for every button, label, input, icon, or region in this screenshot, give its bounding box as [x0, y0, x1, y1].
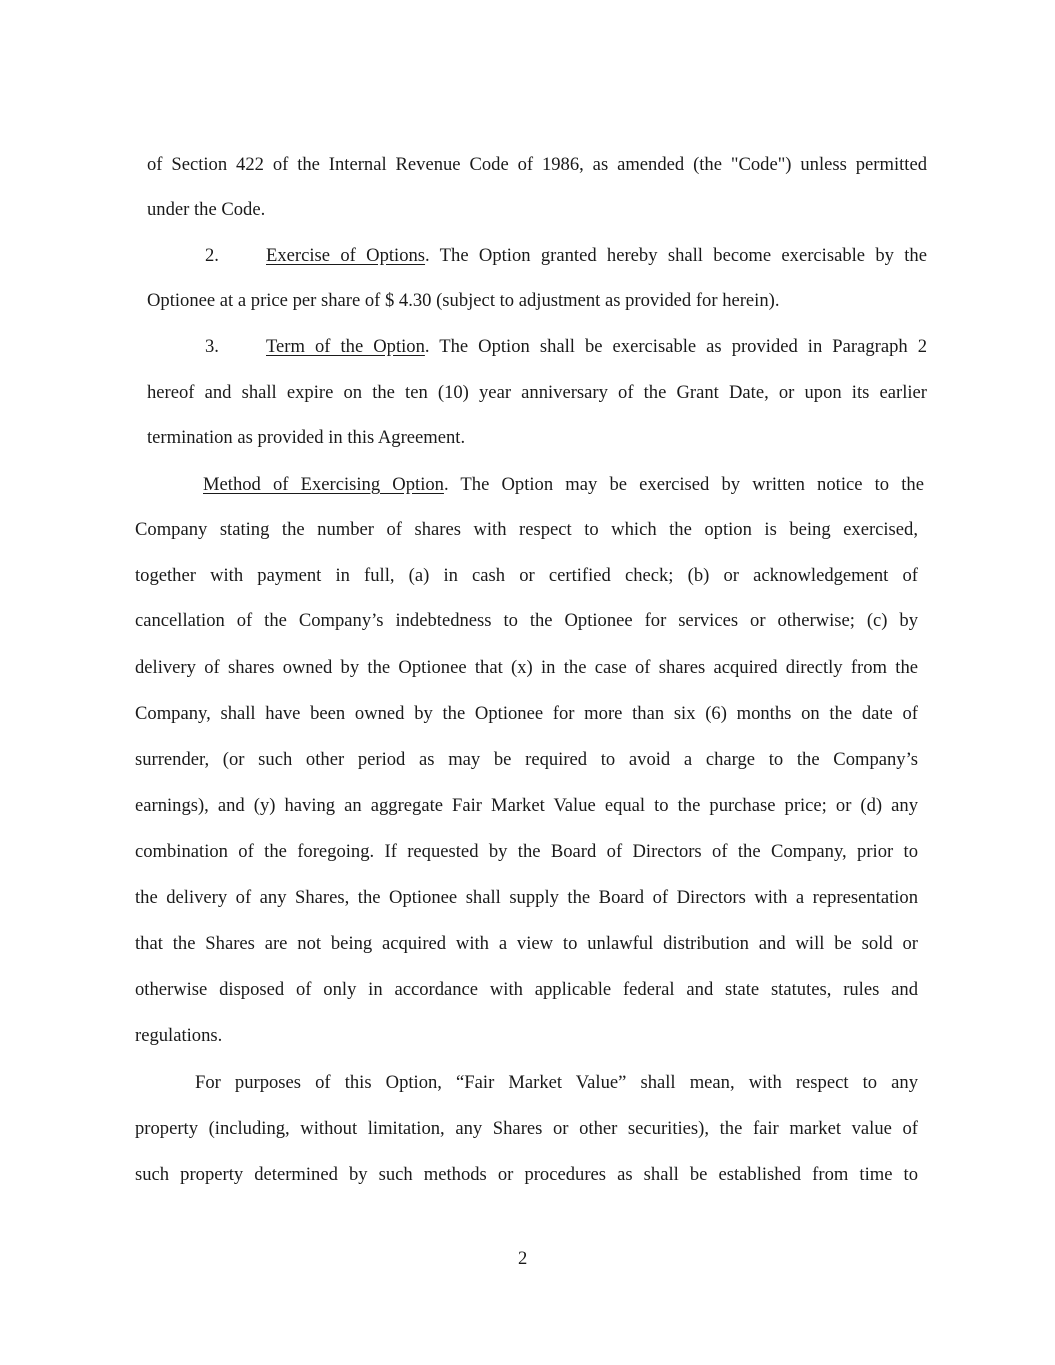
- text-line: of Section 422 of the Internal Revenue Code of 1986, as amended (the "Code") unless permitted: [147, 154, 927, 175]
- text-line: combination of the foregoing. If requested by the Board of Directors of the Company, prior to: [135, 841, 918, 862]
- text-line: cancellation of the Company’s indebtedness to the Optionee for services or otherwise; (c) by: [135, 610, 918, 631]
- text-span: . The Option granted hereby shall become exercisable by the: [425, 245, 927, 266]
- section-first-line: [203, 473, 924, 497]
- section-number: 3.: [205, 336, 219, 357]
- text-line: together with payment in full, (a) in cash or certified check; (b) or acknowledgement of: [135, 565, 918, 586]
- page-number: 2: [518, 1248, 528, 1269]
- text-line: otherwise disposed of only in accordance with applicable federal and state statutes, rules and: [135, 979, 918, 1000]
- text-line: Company, shall have been owned by the Optionee for more than six (6) months on the date of: [135, 703, 918, 724]
- section-first-line: [266, 244, 927, 268]
- text-line: earnings), and (y) having an aggregate Fair Market Value equal to the purchase price; or (d) any: [135, 795, 918, 816]
- text-line: hereof and shall expire on the ten (10) year anniversary of the Grant Date, or upon its earlier: [147, 382, 927, 403]
- text-line: termination as provided in this Agreement.: [147, 427, 466, 448]
- text-line: that the Shares are not being acquired with a view to unlawful distribution and will be sold or: [135, 933, 918, 954]
- text-line: Optionee at a price per share of $ 4.30 (subject to adjustment as provided for herein).: [147, 290, 780, 311]
- text-line: Company stating the number of shares with respect to which the option is being exercised,: [135, 519, 918, 540]
- section-number: 2.: [205, 245, 219, 266]
- text-line: regulations.: [135, 1025, 223, 1046]
- section-first-line: [266, 335, 927, 359]
- text-span: . The Option may be exercised by written notice to the: [443, 474, 924, 495]
- text-line: For purposes of this Option, “Fair Market Value” shall mean, with respect to any: [195, 1072, 918, 1093]
- text-span: . The Option shall be exercisable as provided in Paragraph 2: [424, 336, 927, 357]
- section-heading: Method of Exercising Option: [203, 474, 444, 495]
- section-heading: Term of the Option: [266, 336, 425, 357]
- text-line: delivery of shares owned by the Optionee that (x) in the case of shares acquired directly from the: [135, 657, 918, 678]
- text-line: such property determined by such methods or procedures as shall be established from time to: [135, 1164, 918, 1185]
- text-line: under the Code.: [147, 199, 266, 220]
- text-line: the delivery of any Shares, the Optionee shall supply the Board of Directors with a representation: [135, 887, 918, 908]
- text-line: surrender, (or such other period as may be required to avoid a charge to the Company’s: [135, 749, 918, 770]
- section-heading: Exercise of Options: [266, 245, 426, 266]
- text-line: property (including, without limitation, any Shares or other securities), the fair market value of: [135, 1118, 918, 1139]
